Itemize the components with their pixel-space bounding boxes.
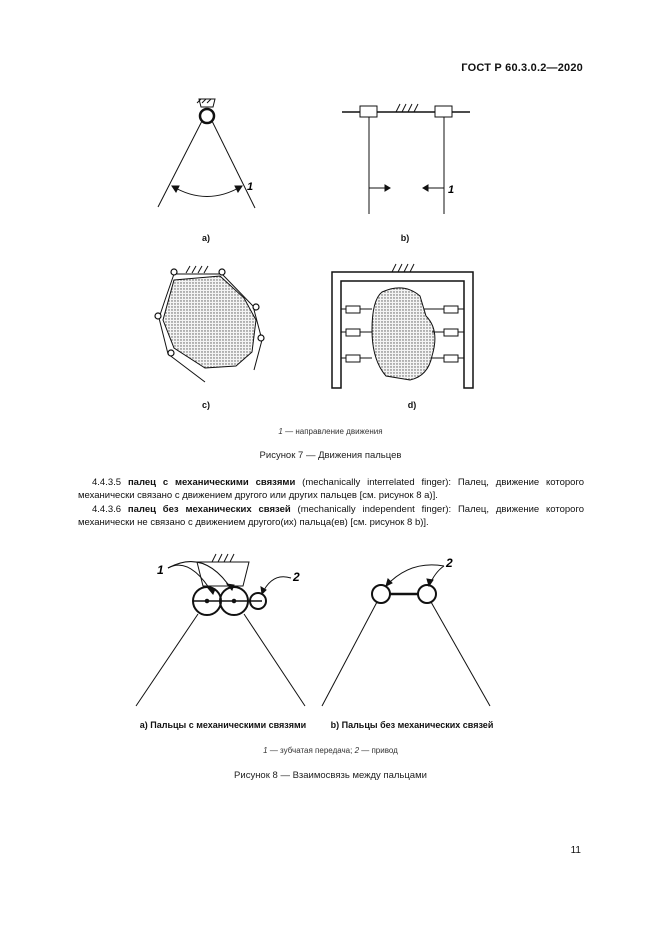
fig8a-callout-1: 1 (157, 563, 164, 577)
fig8b-label: b) Пальцы без механических связей (330, 720, 494, 730)
figure-8-legend: 1 — зубчатая передача; 2 — привод (263, 746, 398, 755)
fig7d-label: d) (407, 400, 417, 410)
figure-7-caption: Рисунок 7 — Движения пальцев (259, 450, 402, 461)
fig7b-callout: 1 (448, 184, 455, 196)
fig7a-callout: 1 (247, 181, 254, 193)
paragraph-4-4-3-6: 4.4.3.6 палец без механических связей (mechanically independent finger): Палец, движение которого механически не связано с движением другого(их) пальца(ев) [см. рисунок 8 b)]. (78, 504, 584, 528)
page-number: 11 (570, 845, 581, 856)
paragraph-4-4-3-5: 4.4.3.5 палец с механическими связями (mechanically interrelated finger): Палец, движение которого механически связано с движением другого или других пальцев [см. рисунок 8 a)]. (78, 477, 585, 501)
fig7b-label: b) (400, 233, 410, 243)
fig8a-callout-2: 2 (293, 570, 300, 584)
figure-8-caption: Рисунок 8 — Взаимосвязь между пальцами (234, 770, 427, 781)
fig8b-callout-2: 2 (446, 556, 453, 570)
fig7c-label: c) (201, 400, 210, 410)
fig7a-label: a) (201, 233, 210, 243)
figure-7-legend: 1 — направление движения (278, 427, 383, 436)
fig8b-diagram (322, 565, 490, 706)
document-header: ГОСТ Р 60.3.0.2—2020 (461, 62, 583, 74)
fig8a-label: a) Пальцы с механическими связями (139, 720, 307, 730)
